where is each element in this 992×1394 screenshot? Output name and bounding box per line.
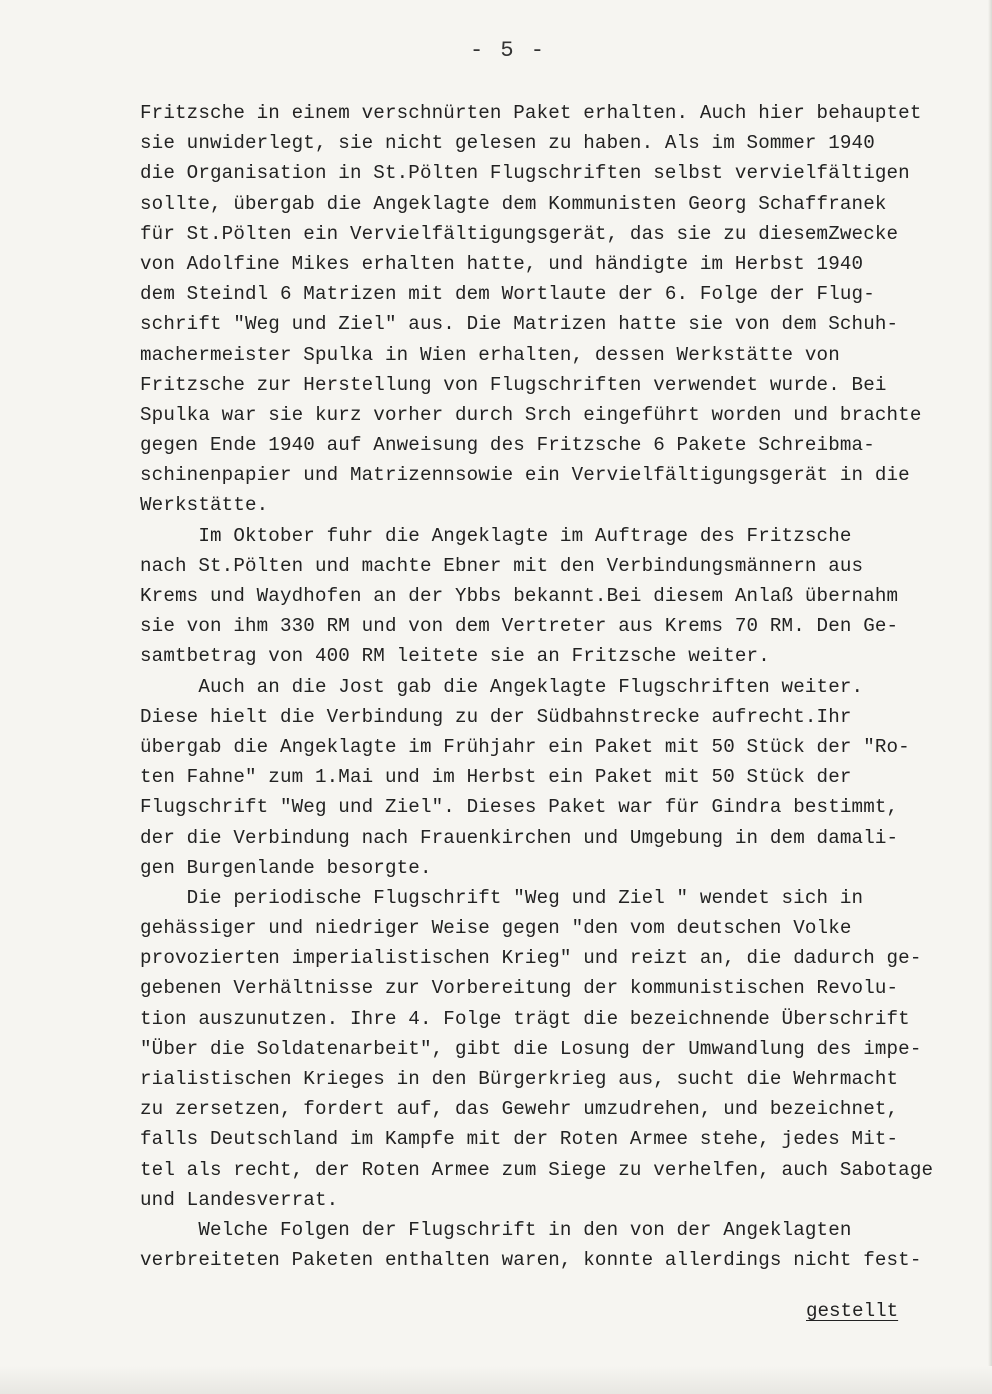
- body-text: [140, 98, 980, 1275]
- text-line: Fritzsche in einem verschnürten Paket erhalten. Auch hier behauptet: [140, 102, 922, 124]
- text-line: dem Steindl 6 Matrizen mit dem Wortlaute der 6. Folge der Flug-: [140, 283, 875, 306]
- text-line: schinenpapier und Matrizennsowie ein Vervielfältigungsgerät in die: [140, 464, 910, 487]
- text-line: rialistischen Krieges in den Bürgerkrieg aus, sucht die Wehrmacht: [140, 1068, 899, 1090]
- text-line: "Über die Soldatenarbeit", gibt die Losung der Umwandlung des impe-: [140, 1037, 922, 1060]
- text-line: übergab die Angeklagte im Frühjahr ein Paket mit 50 Stück der "Ro-: [140, 735, 910, 758]
- text-line: tel als recht, der Roten Armee zum Siege zu verhelfen, auch Sabotage: [140, 1158, 934, 1181]
- text-line: nach St.Pölten und machte Ebner mit den Verbindungsmännern aus: [140, 554, 864, 577]
- text-line: sie unwiderlegt, sie nicht gelesen zu haben. Als im Sommer 1940: [140, 132, 875, 155]
- text-line: Spulka war sie kurz vorher durch Srch eingeführt worden und brachte: [140, 403, 922, 426]
- text-line: falls Deutschland im Kampfe mit der Roten Armee stehe, jedes Mit-: [140, 1128, 899, 1151]
- text-line: provozierten imperialistischen Krieg" und reizt an, die dadurch ge-: [140, 947, 922, 970]
- text-line: Die periodische Flugschrift "Weg und Ziel " wendet sich in: [140, 886, 864, 909]
- page-edge-right: [988, 0, 992, 1394]
- text-line: samtbetrag von 400 RM leitete sie an Fritzsche weiter.: [140, 645, 770, 668]
- text-line: und Landesverrat.: [140, 1188, 339, 1211]
- text-line: Fritzsche zur Herstellung von Flugschriften verwendet wurde. Bei: [140, 373, 887, 396]
- text-line: von Adolfine Mikes erhalten hatte, und händigte im Herbst 1940: [140, 252, 864, 275]
- text-line: Krems und Waydhofen an der Ybbs bekannt.Bei diesem Anlaß übernahm: [140, 585, 899, 607]
- text-line: für St.Pölten ein Vervielfältigungsgerät, das sie zu diesemZwecke: [140, 222, 899, 245]
- text-line: ten Fahne" zum 1.Mai und im Herbst ein Paket mit 50 Stück der: [140, 766, 852, 789]
- text-line: zu zersetzen, fordert auf, das Gewehr umzudrehen, und bezeichnet,: [140, 1098, 899, 1121]
- text-line: Auch an die Jost gab die Angeklagte Flugschriften weiter.: [140, 675, 864, 698]
- text-line: Flugschrift "Weg und Ziel". Dieses Paket war für Gindra bestimmt,: [140, 796, 899, 819]
- page-edge-bottom: [0, 1366, 992, 1394]
- text-line: sie von ihm 330 RM und von dem Vertreter aus Krems 70 RM. Den Ge-: [140, 615, 899, 638]
- text-line: Werkstätte.: [140, 494, 269, 517]
- text-line: gebenen Verhältnisse zur Vorbereitung der kommunistischen Revolu-: [140, 977, 899, 1000]
- text-line: Im Oktober fuhr die Angeklagte im Auftrage des Fritzsche: [140, 524, 852, 547]
- text-line: gegen Ende 1940 auf Anweisung des Fritzsche 6 Pakete Schreibma-: [140, 434, 875, 457]
- text-line: gen Burgenlande besorgte.: [140, 856, 432, 879]
- text-line: die Organisation in St.Pölten Flugschriften selbst vervielfältigen: [140, 162, 910, 185]
- text-line: tion auszunutzen. Ihre 4. Folge trägt die bezeichnende Überschrift: [140, 1007, 910, 1030]
- page-number: - 5 -: [470, 38, 547, 63]
- text-line: Diese hielt die Verbindung zu der Südbahnstrecke aufrecht.Ihr: [140, 705, 852, 728]
- text-line: machermeister Spulka in Wien erhalten, dessen Werkstätte von: [140, 343, 840, 366]
- text-line: verbreiteten Paketen enthalten waren, konnte allerdings nicht fest-: [140, 1249, 922, 1272]
- text-line: sollte, übergab die Angeklagte dem Kommunisten Georg Schaffranek: [140, 192, 887, 215]
- text-line: der die Verbindung nach Frauenkirchen und Umgebung in dem damali-: [140, 826, 899, 849]
- text-line: schrift "Weg und Ziel" aus. Die Matrizen hatte sie von dem Schuh-: [140, 313, 899, 336]
- text-line: gehässiger und niedriger Weise gegen "den vom deutschen Volke: [140, 917, 852, 940]
- text-line: Welche Folgen der Flugschrift in den von der Angeklagten: [140, 1218, 852, 1241]
- catchword: gestellt: [806, 1300, 899, 1322]
